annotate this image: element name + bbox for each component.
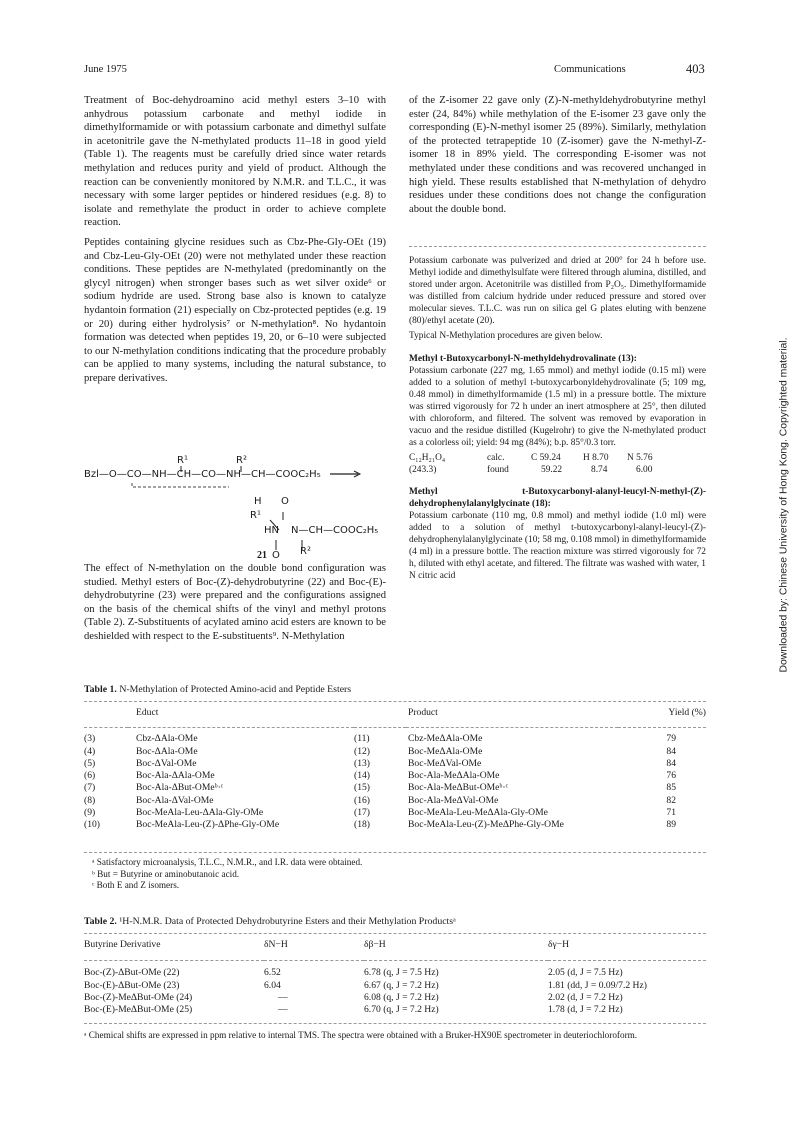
table-row (84, 967, 706, 979)
table-cell: Boc-MeΔAla-OMe (408, 745, 483, 757)
left-column (84, 94, 386, 391)
column-header: Yield (%) (668, 707, 706, 718)
analysis-value: C 59.24 (531, 453, 561, 463)
table-cell: — (278, 1004, 288, 1016)
table-row (84, 746, 706, 758)
table-cell: (13) (354, 757, 370, 769)
table-cell: (11) (354, 733, 370, 745)
analysis-mw: (243.3) (409, 465, 437, 475)
table-row (84, 733, 706, 745)
analysis-calc-label: calc. (487, 453, 505, 463)
analysis-value: 6.00 (636, 465, 653, 475)
table-cell: 1.81 (dd, J = 0.09/7.2 Hz) (548, 979, 647, 991)
table-cell: 89 (666, 819, 676, 831)
paragraph: Potassium carbonate was pulverized and dried at 200° for 24 h before use. Methyl iodide and dimethylsulfate were filtered through alumina, distilled, and stored under argon. Acetonitrile was distilled from P₂O₅. Dimethylformamide was distilled from calcium hydride under reduced pressure and stored over molecular sieves. T.L.C. was run on silica gel G plates eluting with benzene (80)/ethyl acetate (20). (409, 256, 706, 326)
table-cell: (8) (84, 794, 96, 806)
analysis-value: H 8.70 (583, 453, 609, 463)
scheme-o-bottom: O (272, 550, 280, 561)
table-cell: (16) (354, 794, 370, 806)
table-cell: (17) (354, 807, 370, 819)
table-cell: 82 (666, 794, 676, 806)
table-row (84, 1004, 706, 1016)
scheme-bonds (84, 456, 386, 560)
column-header: Product (408, 707, 438, 718)
reaction-scheme (84, 456, 386, 560)
footnote: ᵃ Satisfactory microanalysis, T.L.C., N.M.R., and I.R. data were obtained. (92, 857, 363, 867)
download-watermark: Downloaded by: Chinese University of Hong Kong. Copyrighted material. (778, 337, 790, 673)
table-row (84, 770, 706, 782)
table-cell: 6.70 (q, J = 7.2 Hz) (364, 1004, 439, 1016)
compound-number: 21 (257, 550, 267, 561)
table-cell: (6) (84, 770, 96, 782)
footnote: ᵇ But = Butyrine or aminobutanoic acid. (92, 868, 240, 879)
table-cell: (9) (84, 807, 96, 819)
table-row (84, 782, 706, 794)
procedure-heading: Methyl t-Butoxycarbonyl-alanyl-leucyl-N-methyl-(Z)-dehydrophenylalanylglycinate (18): (409, 487, 706, 509)
left-column-continued (84, 562, 386, 650)
table-cell: 2.05 (d, J = 7.5 Hz) (548, 967, 623, 979)
scheme-r1: R¹ (177, 455, 188, 466)
analysis-value: 8.74 (591, 465, 608, 475)
column-header: Educt (136, 707, 159, 718)
table-cell: 6.52 (264, 967, 281, 979)
column-header: δβ−H (364, 939, 386, 950)
right-column (409, 94, 706, 222)
table-cell: Boc-(Z)-MeΔBut-OMe (24) (84, 991, 193, 1003)
table-cell: Boc-Ala-ΔBut-OMeᵇ·ᶜ (136, 782, 224, 794)
table-cell: Boc-(E)-ΔBut-OMe (23) (84, 979, 180, 991)
table-header-row (84, 707, 706, 719)
table-cell: 76 (666, 770, 676, 782)
table-cell: Boc-Ala-MeΔBut-OMeᵇ·ᶜ (408, 782, 509, 794)
table-cell: (4) (84, 745, 96, 757)
table-cell: 6.08 (q, J = 7.2 Hz) (364, 991, 439, 1003)
table-cell: Boc-Ala-ΔAla-OMe (136, 770, 215, 782)
table-cell: (15) (354, 782, 370, 794)
table-cell: 2.02 (d, J = 7.2 Hz) (548, 991, 623, 1003)
table-cell: (5) (84, 757, 96, 769)
table1-notes (92, 857, 362, 892)
column-header: Butyrine Derivative (84, 939, 161, 950)
column-header: δγ−H (548, 939, 570, 950)
column-header: δN−H (264, 939, 288, 950)
table-cell: 6.04 (264, 979, 281, 991)
table-row (84, 807, 706, 819)
table-cell: 6.67 (q, J = 7.2 Hz) (364, 979, 439, 991)
table-cell: (12) (354, 745, 370, 757)
table2 (84, 939, 706, 1016)
table-cell: Boc-MeAla-Leu-MeΔAla-Gly-OMe (408, 807, 548, 819)
analysis-value: N 5.76 (627, 453, 653, 463)
paragraph: Potassium carbonate (227 mg, 1.65 mmol) and methyl iodide (0.15 ml) were added to a solution of methyl t-butoxycarbonyldehydrovalinate (5; 109 mg, 0.48 mmol) in dimethylformamide (1.5 ml) in a pressure bottle. The mixture was stirred vigorously for 72 h under an inert atmosphere at 25°, then diluted with chloroform, and filtered. The solvent was removed by evaporation in vacuo and the residue distilled (Kugelrohr) to give the N-methylated product as a colorless oil; yield: 94 mg (84%); b.p. 85°/0.3 torr. (409, 366, 706, 448)
scheme-r2b: R² (300, 546, 311, 557)
scheme-n-side: N—CH—COOC₂H₅ (291, 525, 379, 536)
table-cell: (14) (354, 770, 370, 782)
table-row (84, 795, 706, 807)
table-cell: Boc-(E)-MeΔBut-OMe (25) (84, 1004, 193, 1016)
divider (409, 246, 706, 247)
table-cell: (3) (84, 733, 96, 745)
table-cell: 85 (666, 782, 676, 794)
analysis-block (409, 452, 706, 478)
table-cell: Cbz-MeΔAla-OMe (408, 733, 483, 745)
table-cell: Boc-MeAla-Leu-(Z)-MeΔPhe-Gly-OMe (408, 819, 564, 831)
paragraph: Potassium carbonate (110 mg, 0.8 mmol) and methyl iodide (1.0 ml) were added to a solution of methyl t-butoxycarbonyl-alanyl-leucyl-(Z)-dehydrophenylalanylglycinate (10; 58 mg, 0.108 mmol) in dimethylformamide (4 ml) in a pressure bottle. The reaction mixture was stirred vigorously for 72 h, diluted with ethyl acetate, and filtered. The filtrate was washed with water, 1 N citric acid (409, 511, 706, 581)
running-header-date: June 1975 (84, 64, 127, 75)
paragraph: of the Z-isomer 22 gave only (Z)-N-methyldehydrobutyrine methyl ester (24, 84%) while methylation of the E-isomer 23 gave only the corresponding (E)-N-methyl isomer 25 (89%). Similarly, methylation of the protected tetrapeptide 10 (Z-isomer) gave the N-methyl-Z-isomer 18 in 89% yield. The corresponding E-isomer was not methylated under these conditions and was recovered unchanged in high yield. These results established that N-methylation of dehydro residues under these conditions does not change the configuration about the double bond. (409, 95, 706, 215)
table-cell: Boc-(Z)-ΔBut-OMe (22) (84, 967, 180, 979)
scheme-chain: Bzl—O—CO—NH—CH—CO—NH—CH—COOC₂H₅ (84, 469, 321, 480)
analysis-found-label: found (487, 465, 509, 475)
scheme-r1b: R¹ (250, 510, 261, 521)
table-row (84, 992, 706, 1004)
scheme-h: H (254, 496, 262, 507)
page-number: 403 (686, 62, 705, 76)
experimental-section (409, 255, 706, 585)
table-row (84, 819, 706, 831)
running-header-section: Communications (554, 64, 626, 75)
scheme-hn: HN (264, 525, 279, 536)
table-cell: (18) (354, 819, 370, 831)
table2-note: ᵃ Chemical shifts are expressed in ppm relative to internal TMS. The spectra were obtained with a Bruker-HX90E spectrometer in deuteriochloroform. (84, 1030, 638, 1040)
scheme-r2: R² (236, 455, 247, 466)
table-cell: 84 (666, 757, 676, 769)
table-cell: Boc-Ala-MeΔVal-OMe (408, 794, 499, 806)
paragraph: Typical N-Methylation procedures are given below. (409, 331, 603, 341)
table-cell: 84 (666, 745, 676, 757)
table-cell: 6.78 (q, J = 7.5 Hz) (364, 967, 439, 979)
analysis-value: 59.22 (541, 465, 563, 475)
table-cell: Boc-Ala-MeΔAla-OMe (408, 770, 500, 782)
table-cell: Boc-ΔAla-OMe (136, 745, 198, 757)
table-cell: Boc-Ala-ΔVal-OMe (136, 794, 214, 806)
analysis-formula: C₁₂H₂₁O₄ (409, 453, 446, 463)
table-cell: Cbz-ΔAla-OMe (136, 733, 198, 745)
table-rule (84, 1023, 706, 1024)
table-cell: Boc-ΔVal-OMe (136, 757, 197, 769)
table-header-row (84, 939, 706, 951)
table-cell: 1.78 (d, J = 7.2 Hz) (548, 1004, 623, 1016)
table-cell: 79 (666, 733, 676, 745)
table-rule (84, 933, 706, 934)
table-cell: Boc-MeAla-Leu-(Z)-ΔPhe-Gly-OMe (136, 819, 280, 831)
paragraph: Treatment of Boc-dehydroamino acid methyl esters 3–10 with anhydrous potassium carbonate and methyl iodide in dimethylformamide or with potassium carbonate and dimethyl sulfate in acetonitrile gave the N-methylated products 11–18 in good yield (Table 1). The reagents must be carefully dried since water retards methylation and reduces purity and yield of product. Although the reaction can be conveniently monitored by N.M.R. and T.L.C., it was necessary with some larger peptides or hindered residues (e.g. 8) to isolate and remethylate the product in order to achieve complete reaction. (84, 95, 386, 229)
procedure-heading: Methyl t-Butoxycarbonyl-N-methyldehydrovalinate (13): (409, 354, 637, 364)
scheme-o-top: O (281, 496, 289, 507)
table1 (84, 707, 706, 832)
table-cell: (10) (84, 819, 100, 831)
table2-caption: Table 2. ¹H-N.M.R. Data of Protected Dehydrobutyrine Esters and their Methylation Productsᵃ (84, 916, 456, 927)
table-cell: Boc-MeΔVal-OMe (408, 757, 482, 769)
table-cell: (7) (84, 782, 96, 794)
table-cell: 71 (666, 807, 676, 819)
paragraph: Peptides containing glycine residues such as Cbz-Phe-Gly-OEt (19) and Cbz-Leu-Gly-OEt (20) were not methylated under these reaction conditions. These peptides are N-methylated (predominantly on the glycyl nitrogen) when stronger bases such as wet silver oxide⁶ or sodium hydride are used. Strong base also is known to catalyze hydantoin formation (21) especially on Cbz-protected peptides (e.g. 19 or 20) during either hydrolysis⁷ or N-methylation⁸. No hydantoin formation was detected when peptides 19, 20, or 6–10 were subjected to our N-methylation conditions indicating that the procedure probably can be applied to many systems, including the natural substance, to prepare derivatives. (84, 236, 386, 384)
paragraph: The effect of N-methylation on the double bond configuration was studied. Methyl esters of Boc-(Z)-dehydrobutyrine (22) and Boc-(E)-dehydrobutyrine (23) were prepared and the configurations assigned on the basis of the chemical shifts of the vinyl and methyl protons (Table 2). Z-Substituents of acylated amino acid esters are known to be deshielded with respect to the E-substituents⁹. N-Methylation (84, 563, 386, 642)
table-row (84, 980, 706, 992)
table-rule (84, 701, 706, 702)
table-rule (84, 852, 706, 853)
table-cell: — (278, 991, 288, 1003)
table-row (84, 758, 706, 770)
footnote: ᶜ Both E and Z isomers. (92, 880, 180, 890)
table1-caption: Table 1. N-Methylation of Protected Amino-acid and Peptide Esters (84, 684, 352, 695)
table-cell: Boc-MeAla-Leu-ΔAla-Gly-OMe (136, 807, 264, 819)
